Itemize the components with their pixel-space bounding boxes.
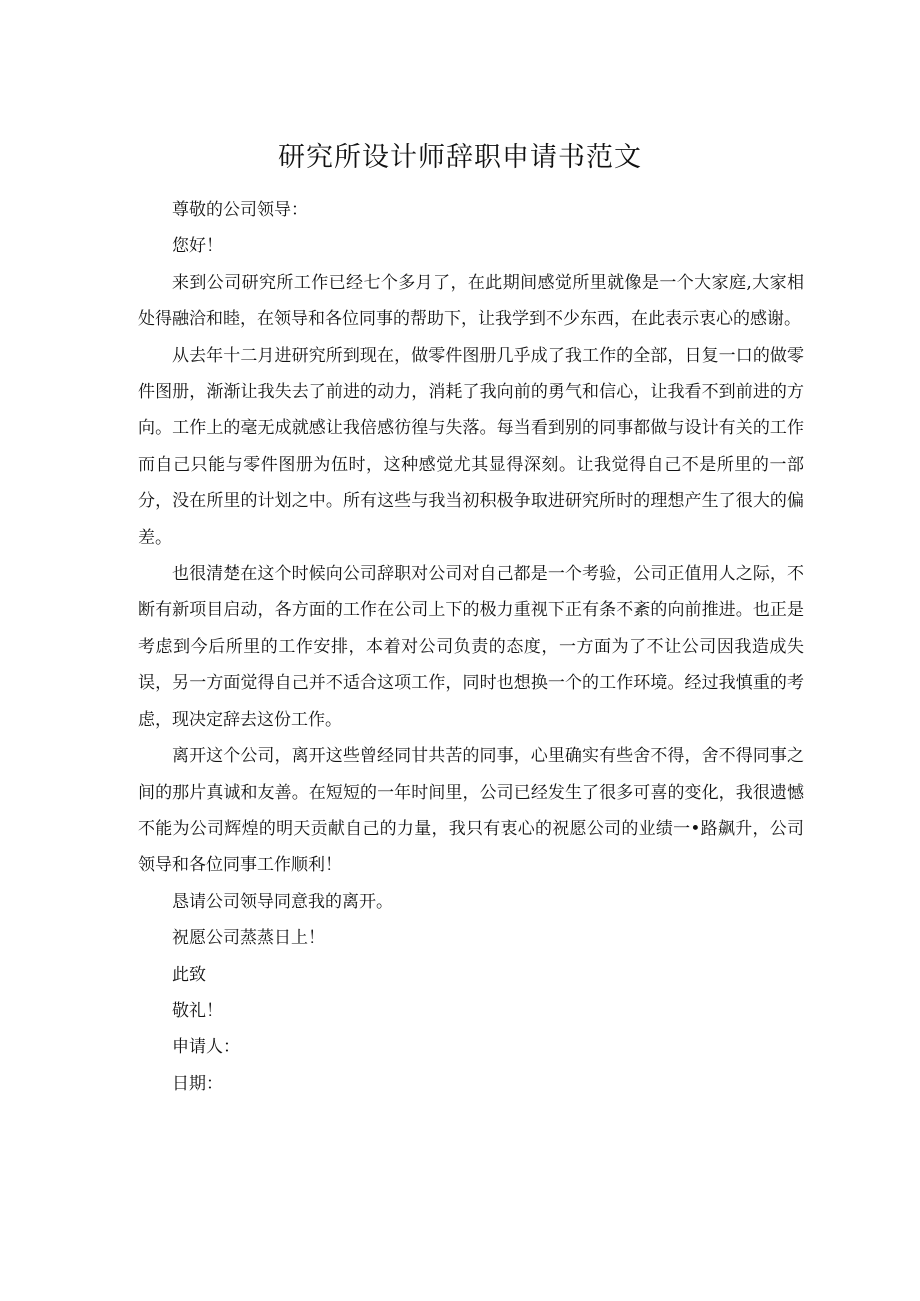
salutation: 尊敬的公司领导：: [172, 200, 308, 220]
paragraph: 来到公司研究所工作已经七个多月了，在此期间感觉所里就像是一个大家庭,大家相处得融洽和睦，在领导和各位同事的帮助下，让我学到不少东西，在此表示衷心的感谢。: [138, 272, 804, 330]
document-title: 研究所设计师辞职申请书范文: [278, 142, 642, 173]
paragraph: 离开这个公司，离开这些曾经同甘共苦的同事，心里确实有些舍不得，舍不得同事之间的那片真诚和友善。在短短的一年时间里，公司已经发生了很多可喜的变化，我很遗憾不能为公司辉煌的明天贡献自己的力量，我只有衷心的祝愿公司的业绩一•路飙升，公司领导和各位同事工作顺利！: [138, 746, 804, 876]
wish-line: 祝愿公司蒸蒸日上！: [172, 928, 325, 949]
closing-line-2: 敬礼！: [172, 1000, 223, 1021]
date-label: 日期：: [172, 1073, 223, 1094]
greeting: 您好！: [172, 236, 223, 257]
paragraph: 也很清楚在这个时候向公司辞职对公司对自己都是一个考验，公司正值用人之际，不断有新项目启动，各方面的工作在公司上下的极力重视下正有条不紊的向前推进。也正是考虑到今后所里的工作安排，本着对公司负责的态度，一方面为了不让公司因我造成失误，另一方面觉得自己并不适合这项工作，同时也想换一个的工作环境。经过我慎重的考虑，现决定辞去这份工作。: [138, 564, 804, 730]
document-body: [138, 192, 804, 1102]
applicant-label: 申请人：: [172, 1037, 240, 1058]
paragraph: 从去年十二月进研究所到现在，做零件图册几乎成了我工作的全部，日复一口的做零件图册，渐渐让我失去了前进的动力，消耗了我向前的勇气和信心，让我看不到前进的方向。工作上的毫无成就感让我倍感彷徨与失落。每当看到别的同事都做与设计有关的工作而自己只能与零件图册为伍时，这种感觉尤其显得深刻。让我觉得自己不是所里的一部分，没在所里的计划之中。所有这些与我当初积极争取进研究所时的理想产生了很大的偏差。: [138, 345, 804, 548]
request-line: 恳请公司领导同意我的离开。: [172, 891, 393, 912]
closing-line-1: 此致: [172, 964, 206, 985]
